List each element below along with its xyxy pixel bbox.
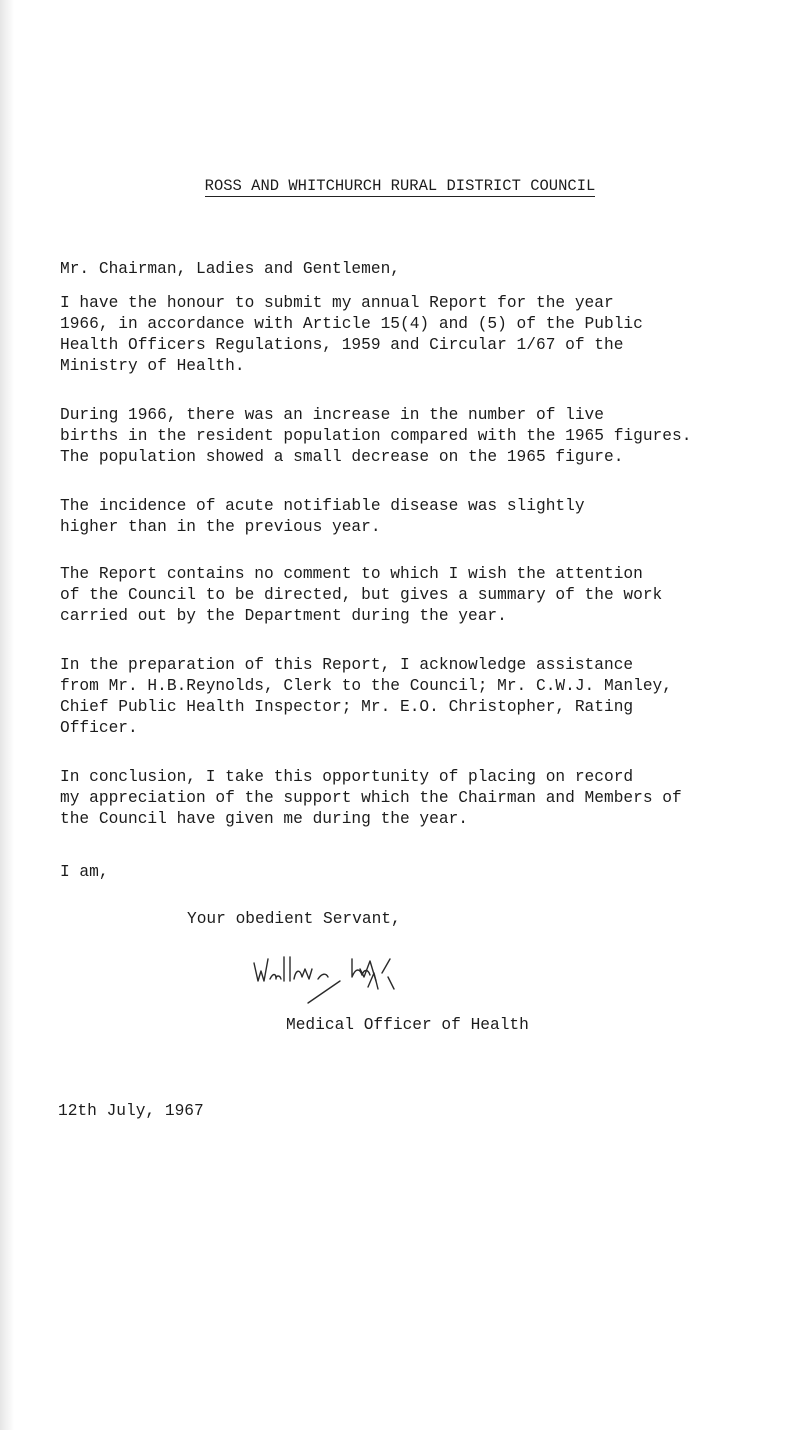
paragraph-3: The incidence of acute notifiable disease was slightly higher than in the previous year. — [60, 497, 585, 536]
signature-title: Medical Officer of Health — [286, 1016, 529, 1034]
handwritten-signature — [248, 951, 418, 1011]
council-title-text: ROSS AND WHITCHURCH RURAL DISTRICT COUNCIL — [204, 177, 596, 195]
paragraph-1: I have the honour to submit my annual Report for the year 1966, in accordance with Article 15(4) and (5) of the Public Health Officers Regulations, 1959 and Circular 1/67 of the Ministry of Health. — [60, 294, 643, 375]
paragraph-5: In the preparation of this Report, I acknowledge assistance from Mr. H.B.Reynolds, Clerk to the Council; Mr. C.W.J. Manley, Chief Public Health Inspector; Mr. E.O. Christopher, Rating Officer. — [60, 656, 672, 737]
salutation: Mr. Chairman, Ladies and Gentlemen, — [60, 260, 400, 278]
closing-servant: Your obedient Servant, — [187, 910, 401, 928]
paragraph-4: The Report contains no comment to which I wish the attention of the Council to be directed, but gives a summary of the work carried out by the Department during the year. — [60, 565, 663, 625]
letter-date: 12th July, 1967 — [58, 1102, 204, 1120]
council-title — [0, 177, 800, 195]
scan-edge-shadow — [0, 0, 14, 1430]
paragraph-2: During 1966, there was an increase in the number of live births in the resident population compared with the 1965 figures. The population showed a small decrease on the 1965 figure. — [60, 406, 692, 466]
paragraph-6: In conclusion, I take this opportunity of placing on record my appreciation of the support which the Chairman and Members of the Council have given me during the year. — [60, 768, 682, 828]
closing-i-am: I am, — [60, 863, 109, 881]
